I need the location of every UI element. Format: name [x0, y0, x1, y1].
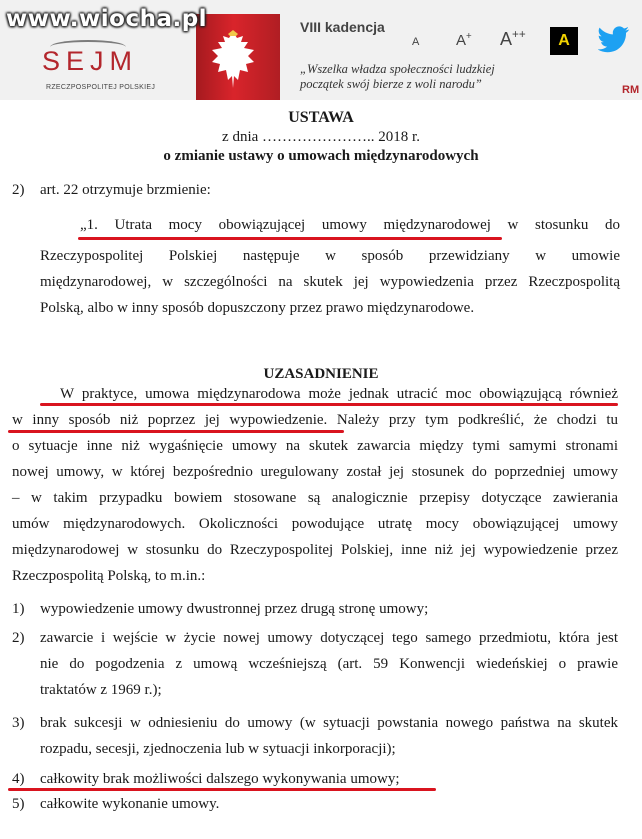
list-item: całkowite wykonanie umowy. [40, 796, 220, 812]
high-contrast-button[interactable]: A [550, 27, 578, 55]
highlight-underline [40, 403, 618, 406]
justification-line: w inny sposób niż poprzez jej wypowiedzenie. Należy przy tym podkreślić, że chodzi tu [12, 412, 618, 428]
justification-line: W praktyce, umowa międzynarodowa może jednak utracić moc obowiązującą również [60, 386, 618, 402]
document-title: USTAWA [288, 109, 354, 126]
justification-line: o sytuacje inne niż wygaśnięcie umowy na skutek zawarcia między tymi samymi stronami [12, 438, 618, 454]
point-text: art. 22 otrzymuje brzmienie: [40, 182, 211, 198]
highlight-underline [8, 788, 436, 791]
list-item: całkowity brak możliwości dalszego wykonywania umowy; [40, 771, 400, 787]
highlight-underline [8, 430, 344, 433]
list-number: 5) [12, 796, 25, 812]
justification-title: UZASADNIENIE [263, 366, 379, 382]
font-size-small-button[interactable]: A [412, 36, 420, 48]
justification-line: Rzeczpospolitą Polską, to m.in.: [12, 568, 206, 584]
font-size-medium-button[interactable]: A+ [456, 31, 472, 49]
list-item: wypowiedzenie umowy dwustronnej przez drugą stronę umowy; [40, 601, 429, 617]
document-body [0, 100, 642, 839]
logo-subtitle: RZECZPOSPOLITEJ POLSKIEJ [46, 84, 156, 91]
list-item: nie do pogodzenia z umową wcześniejszą (art. 59 Konwencji wiedeńskiej o prawie [40, 656, 618, 672]
article-line: Polską, albo w inny sposób dopuszczony przez prawo międzynarodowe. [40, 300, 475, 316]
point-number: 2) [12, 182, 25, 198]
quote-line: początek swój bierze z woli narodu” [300, 77, 482, 91]
sejm-logo[interactable] [28, 36, 158, 96]
list-item: zawarcie i wejście w życie nowej umowy dotyczącej tego samego przedmiotu, która jest [40, 630, 618, 646]
watermark: www.wiocha.pl [6, 6, 208, 32]
term-label: VIII kadencja [300, 19, 385, 35]
header-quote [300, 62, 530, 92]
article-line: „1. Utrata mocy obowiązującej umowy międzynarodowej w stosunku do [80, 217, 620, 233]
site-header [0, 0, 642, 100]
highlight-underline [78, 237, 502, 240]
justification-line: umów międzynarodowych. Okoliczności powodujące utratę mocy obowiązującej umowy [12, 516, 618, 532]
justification-line: międzynarodowej w stosunku do Rzeczypospolitej Polskiej, inne niż jej wypowiedzenie przez [12, 542, 618, 558]
list-number: 2) [12, 630, 25, 646]
list-item: traktatów z 1969 r.); [40, 682, 162, 698]
quote-line: „Wszelka władza społeczności ludzkiej [300, 62, 495, 76]
date-line: z dnia ………………….. 2018 r. [222, 129, 420, 145]
twitter-icon[interactable] [598, 26, 630, 54]
list-number: 4) [12, 771, 25, 787]
list-number: 1) [12, 601, 25, 617]
article-line: Rzeczypospolitej Polskiej następuje w sposób przewidziany w umowie [40, 248, 620, 264]
document-subtitle: o zmianie ustawy o umowach międzynarodowych [163, 148, 479, 164]
list-item: brak sukcesji w odniesieniu do umowy (w sytuacji powstania nowego państwa na skutek [40, 715, 618, 731]
eagle-emblem-icon [208, 30, 258, 92]
article-line: międzynarodowej, w szczególności na skutek jej wypowiedzenia przez Rzeczpospolitą [40, 274, 620, 290]
font-size-large-button[interactable]: A++ [500, 28, 526, 49]
justification-line: – w takim przypadku bowiem stosowane są analogicznie przepisy dotyczące zawierania [12, 490, 618, 506]
corner-label: RM [622, 84, 640, 96]
justification-line: nowej umowy, w której bezpośrednio uregulowany został jej stosunek do poprzedniej umowy [12, 464, 618, 480]
list-number: 3) [12, 715, 25, 731]
logo-word: SEJM [42, 46, 139, 76]
list-item: rozpadu, secesji, zjednoczenia lub w sytuacji inkorporacji); [40, 741, 396, 757]
